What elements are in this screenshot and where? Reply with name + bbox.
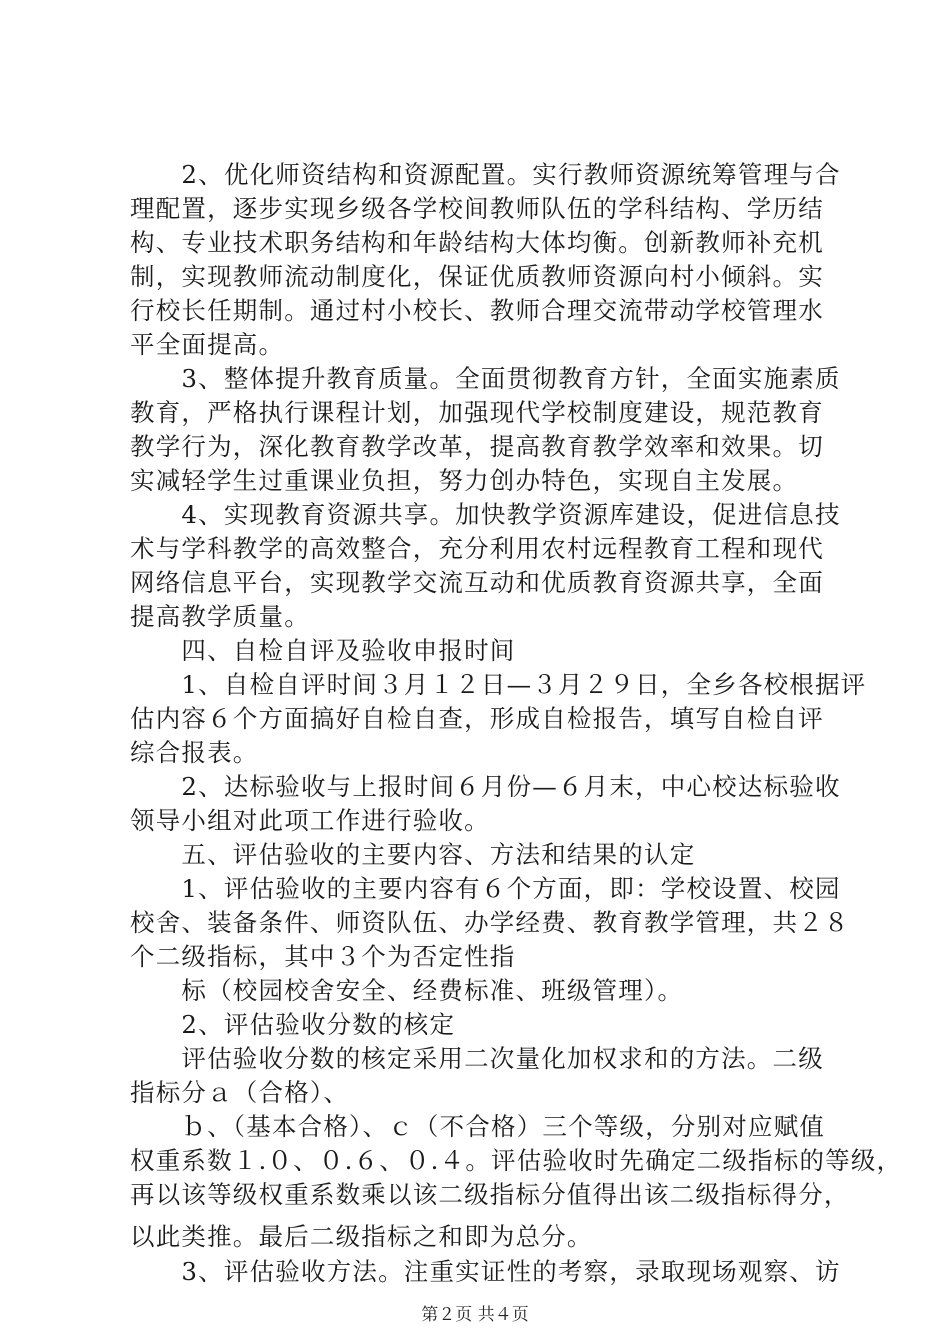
- text-line: 3、整体提升教育质量。全面贯彻教育方针，全面实施素质: [130, 364, 841, 393]
- text-line: 理配置，逐步实现乡级各学校间教师队伍的学科结构、学历结: [130, 194, 824, 223]
- text-line: 构、专业技术职务结构和年龄结构大体均衡。创新教师补充机: [130, 228, 824, 257]
- text-line: 标（校园校舍安全、经费标准、班级管理）。: [130, 976, 684, 1005]
- text-line: 制，实现教师流动制度化，保证优质教师资源向村小倾斜。实: [130, 262, 824, 291]
- text-line: 4、实现教育资源共享。加快教学资源库建设，促进信息技: [130, 500, 841, 529]
- text-line: 行校长任期制。通过村小校长、教师合理交流带动学校管理水: [130, 296, 824, 325]
- text-line: 平全面提高。: [130, 330, 285, 359]
- text-line: 2、评估验收分数的核定: [130, 1010, 456, 1039]
- text-line: 个二级指标，其中３个为否定性指: [130, 942, 516, 971]
- text-line: 评估验收分数的核定采用二次量化加权求和的方法。二级: [130, 1044, 824, 1073]
- text-line: ｂ、（基本合格）、ｃ（不合格）三个等级，分别对应赋值: [130, 1112, 826, 1141]
- text-line: 再以该等级权重系数乘以该二级指标分值得出该二级指标得分，: [130, 1180, 850, 1209]
- text-line: 1、评估验收的主要内容有６个方面，即：学校设置、校园: [130, 874, 841, 903]
- text-line: 教学行为，深化教育教学改革，提高教育教学效率和效果。切: [130, 432, 824, 461]
- text-line: 提高教学质量。: [130, 602, 310, 631]
- text-line: 领导小组对此项工作进行验收。: [130, 806, 490, 835]
- section-heading: 四、自检自评及验收申报时间: [130, 636, 516, 665]
- text-line: 1、自检自评时间３月１２日—３月２９日，全乡各校根据评: [130, 670, 867, 699]
- text-line: 以此类推。最后二级指标之和即为总分。: [130, 1222, 593, 1251]
- text-line: 指标分ａ（合格）、: [130, 1078, 350, 1107]
- text-line: 3、评估验收方法。注重实证性的考察，录取现场观察、访: [130, 1257, 841, 1286]
- text-line: 综合报表。: [130, 738, 259, 767]
- page-footer: 第２页 共４页: [421, 1305, 529, 1325]
- text-line: 2、优化师资结构和资源配置。实行教师资源统筹管理与合: [130, 160, 841, 189]
- section-heading: 五、评估验收的主要内容、方法和结果的认定: [130, 840, 696, 869]
- text-line: 教育，严格执行课程计划，加强现代学校制度建设，规范教育: [130, 398, 824, 427]
- text-line: 估内容６个方面搞好自检自查，形成自检报告，填写自检自评: [130, 704, 824, 733]
- text-line: 实减轻学生过重课业负担，努力创办特色，实现自主发展。: [130, 466, 799, 495]
- text-line: 术与学科教学的高效整合，充分利用农村远程教育工程和现代: [130, 534, 824, 563]
- text-line: 权重系数１.０、０.６、０.４。评估验收时先确定二级指标的等级，: [130, 1146, 903, 1175]
- text-line: 2、达标验收与上报时间６月份—６月末，中心校达标验收: [130, 772, 841, 801]
- text-line: 网络信息平台，实现教学交流互动和优质教育资源共享，全面: [130, 568, 824, 597]
- text-line: 校舍、装备条件、师资队伍、办学经费、教育教学管理，共２８: [130, 908, 850, 937]
